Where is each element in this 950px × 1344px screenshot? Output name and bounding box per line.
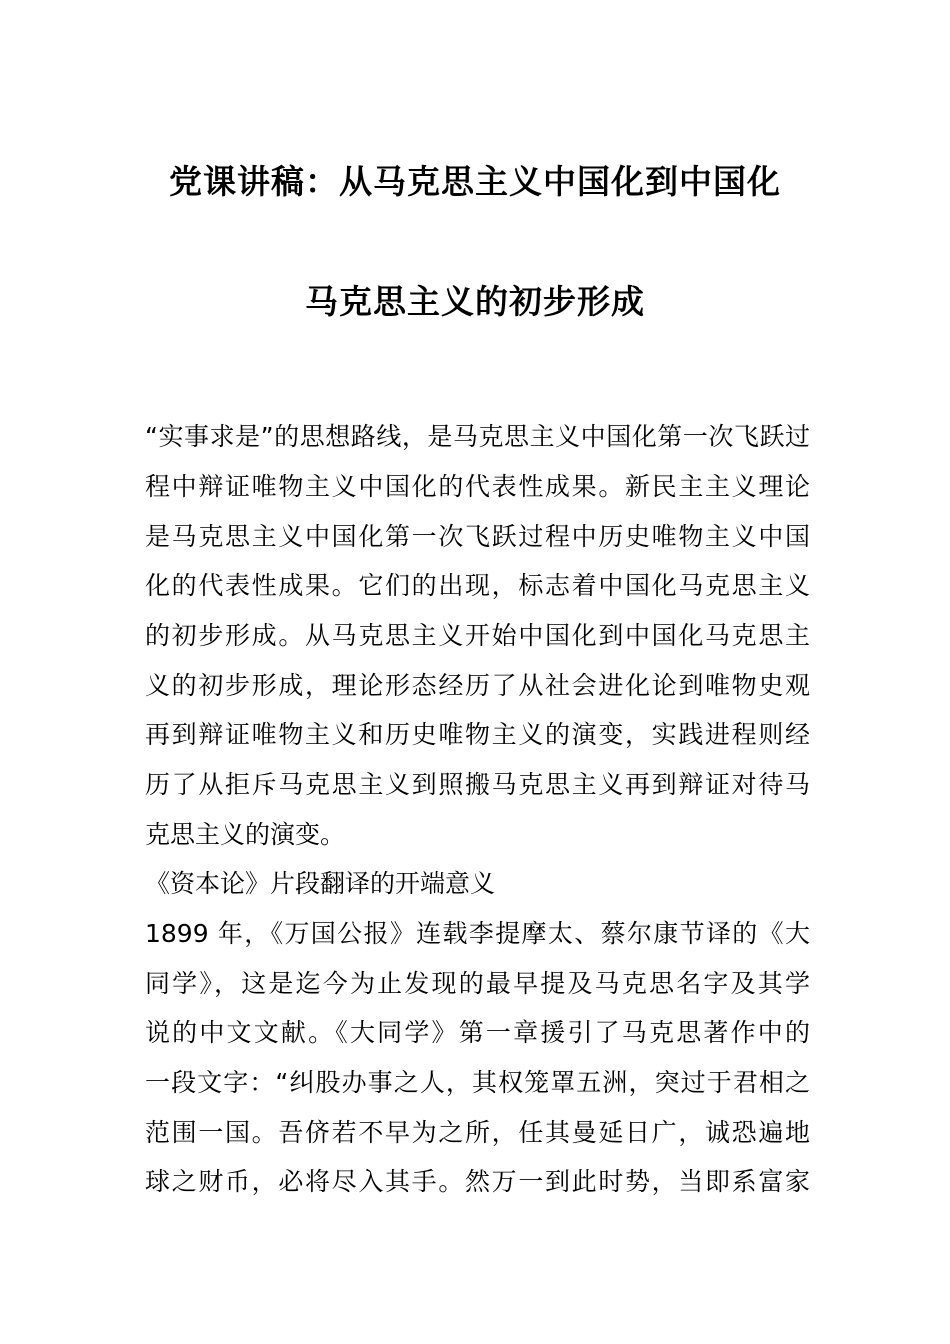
- body-text-line: 说的中文文献。《大同学》第一章援引了马克思著作中的: [145, 1018, 810, 1047]
- body-text-line: “实事求是”的思想路线，是马克思主义中国化第一次飞跃过: [145, 422, 810, 451]
- body-text-line: 是马克思主义中国化第一次飞跃过程中历史唯物主义中国: [145, 522, 810, 551]
- document-title-line-1: 党课讲稿：从马克思主义中国化到中国化: [169, 162, 781, 201]
- section-heading: 《资本论》片段翻译的开端意义: [145, 869, 496, 898]
- body-text-line: 再到辩证唯物主义和历史唯物主义的演变，实践进程则经: [145, 720, 810, 749]
- body-text-line: 1899 年，《万国公报》连载李提摩太、蔡尔康节译的《大: [145, 919, 810, 948]
- body-text-line: 范围一国。吾侪若不早为之所，任其曼延日广，诚恐遍地: [145, 1118, 810, 1147]
- body-text-line: 义的初步形成，理论形态经历了从社会进化论到唯物史观: [145, 671, 810, 700]
- body-text-line: 程中辩证唯物主义中国化的代表性成果。新民主主义理论: [145, 472, 810, 501]
- body-text-line: 克思主义的演变。: [145, 820, 346, 849]
- body-text-line: 历了从拒斥马克思主义到照搬马克思主义再到辩证对待马: [145, 770, 810, 799]
- body-text-line: 的初步形成。从马克思主义开始中国化到中国化马克思主: [145, 621, 810, 650]
- body-text-line: 一段文字：“纠股办事之人，其权笼罩五洲，突过于君相之: [145, 1068, 810, 1097]
- body-text-line: 化的代表性成果。它们的出现，标志着中国化马克思主义: [145, 571, 810, 600]
- document-title-line-2: 马克思主义的初步形成: [305, 282, 645, 321]
- body-text-line: 球之财币，必将尽入其手。然万一到此时势，当即系富家: [145, 1167, 810, 1196]
- body-text-line: 同学》，这是迄今为止发现的最早提及马克思名字及其学: [145, 969, 810, 998]
